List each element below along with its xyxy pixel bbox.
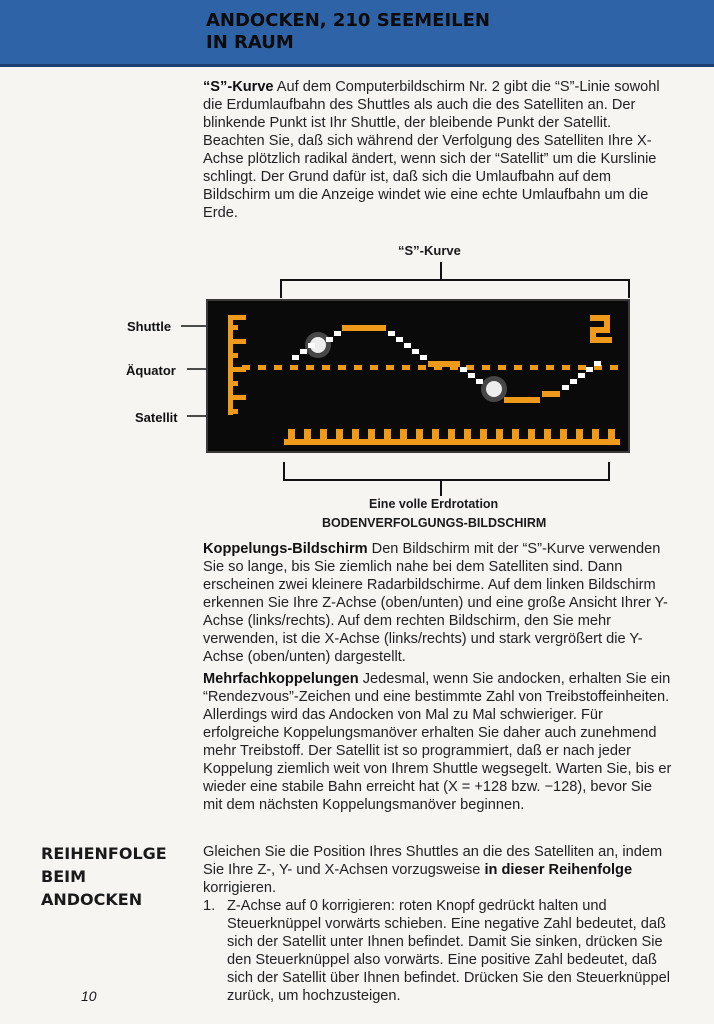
orbit-curve-orange [342, 325, 560, 403]
page-number: 10 [81, 988, 97, 1004]
diagram-top-label: “S”-Kurve [398, 243, 461, 258]
text-koppelung: Den Bildschirm mit der “S”-Kurve verwenden Sie so lange, bis Sie ziemlich nahe bei dem Satelliten sind. Dann erscheinen zwei kleinere Radarbildschirme. Auf dem linken Bildschirm erkennen Sie Ihre Z-Achse (oben/unten) und eine große Ansicht Ihrer Y-Achse (links/rechts). Auf dem rechten Bildschirm, den Sie mehr verwenden, ist die X-Achse (links/rechts) und stark vergrößert die Y-Achse (oben/unten) dargestellt. [203, 541, 668, 665]
text-mehrfach: Jedesmal, wenn Sie andocken, erhalten Sie ein “Rendezvous”-Zeichen und eine bestimmte Zahl von Treibstoffeinheiten. Allerdings wird das Andocken von Mal zu Mal schwieriger. Für erfolgreiche Koppelungsmanöver erhalten Sie daher auch zunehmend mehr Treibstoff. Der Satellit ist so programmiert, daß er nach jeder Koppelung ziemlich weit von Ihrem Shuttle wegsegelt. Warten Sie, bis er wieder eine stabile Bahn erreicht hat (X = +128 bzw. −128), bevor Sie mit dem nächsten Koppelungsmanöver beginnen. [203, 671, 672, 813]
docking-steps-list [203, 897, 678, 1005]
lead-s-kurve: “S”-Kurve [203, 79, 274, 95]
text-reihen-2: korrigieren. [203, 880, 276, 896]
screen-graphics [208, 301, 628, 451]
orbit-curve [292, 331, 601, 390]
shuttle-glow [305, 332, 331, 358]
ground-tracking-screen [206, 299, 630, 453]
page-title [206, 10, 490, 54]
caption-rotation: Eine volle Erdrotation [369, 497, 499, 511]
side-heading-line-2: BEIM [41, 867, 86, 886]
paragraph-koppelung [203, 540, 673, 666]
side-heading [41, 842, 191, 911]
side-heading-line-1: REIHENFOLGE [41, 844, 167, 863]
text-reihen-1: Gleichen Sie die Position Ihres Shuttles an die des Satelliten an, indem Sie Ihre Z-, Y- und X-Achsen vorzugsweise [203, 844, 663, 878]
list-item-text: Z-Achse auf 0 korrigieren: roten Knopf gedrückt halten und Steuerknüppel vorwärts schieben. Eine negative Zahl bedeutet, daß sich der Satellit unter Ihnen befindet. Damit Sie sinken, drücken Sie den Steuerknüppel also vorwärts. Eine positive Zahl bedeutet, daß sich der Satellit über Ihnen befindet. Drücken Sie den Steuerknüppel zurück, um hochzusteigen. [227, 898, 670, 1004]
page-header [0, 0, 714, 67]
bottom-bracket [284, 462, 609, 480]
title-line-1: ANDOCKEN, 210 SEEMEILEN [206, 10, 490, 31]
lead-koppelung: Koppelungs-Bildschirm [203, 541, 368, 557]
list-item-number: 1. [203, 898, 216, 914]
bottom-timeline [284, 429, 620, 445]
satellite-glow [481, 376, 507, 402]
label-shuttle: Shuttle [127, 319, 172, 334]
side-heading-line-3: ANDOCKEN [41, 890, 143, 909]
title-line-2: IN RAUM [206, 32, 294, 53]
top-bracket [281, 280, 629, 298]
label-satellit: Satellit [135, 410, 178, 425]
paragraph-reihenfolge [203, 843, 673, 897]
caption-screen-name: BODENVERFOLGUNGS-BILDSCHIRM [322, 516, 547, 530]
paragraph-s-kurve [203, 78, 673, 222]
text-reihen-bold: in dieser Reihenfolge [484, 862, 633, 878]
screen-number-2 [590, 315, 612, 343]
lead-mehrfach: Mehrfachkoppelungen [203, 671, 359, 687]
list-item [203, 897, 678, 1005]
text-s-kurve: Auf dem Computerbildschirm Nr. 2 gibt die “S”-Linie sowohl die Erdumlaufbahn des Shuttles als auch die des Satelliten an. Der blinkende Punkt ist Ihr Shuttle, der bleibende Punkt der Satellit. Beachten Sie, daß sich während der Verfolgung des Satelliten Ihre X-Achse plötzlich radikal ändert, wenn sich der “Satellit” um die Kurslinie schlingt. Der Grund dafür ist, daß sich die Umlaufbahn auf dem Bildschirm um die Anzeige windet wie eine echte Umlaufbahn um die Erde. [203, 79, 660, 221]
label-aequator: Äquator [126, 363, 176, 378]
paragraph-mehrfach [203, 670, 673, 814]
